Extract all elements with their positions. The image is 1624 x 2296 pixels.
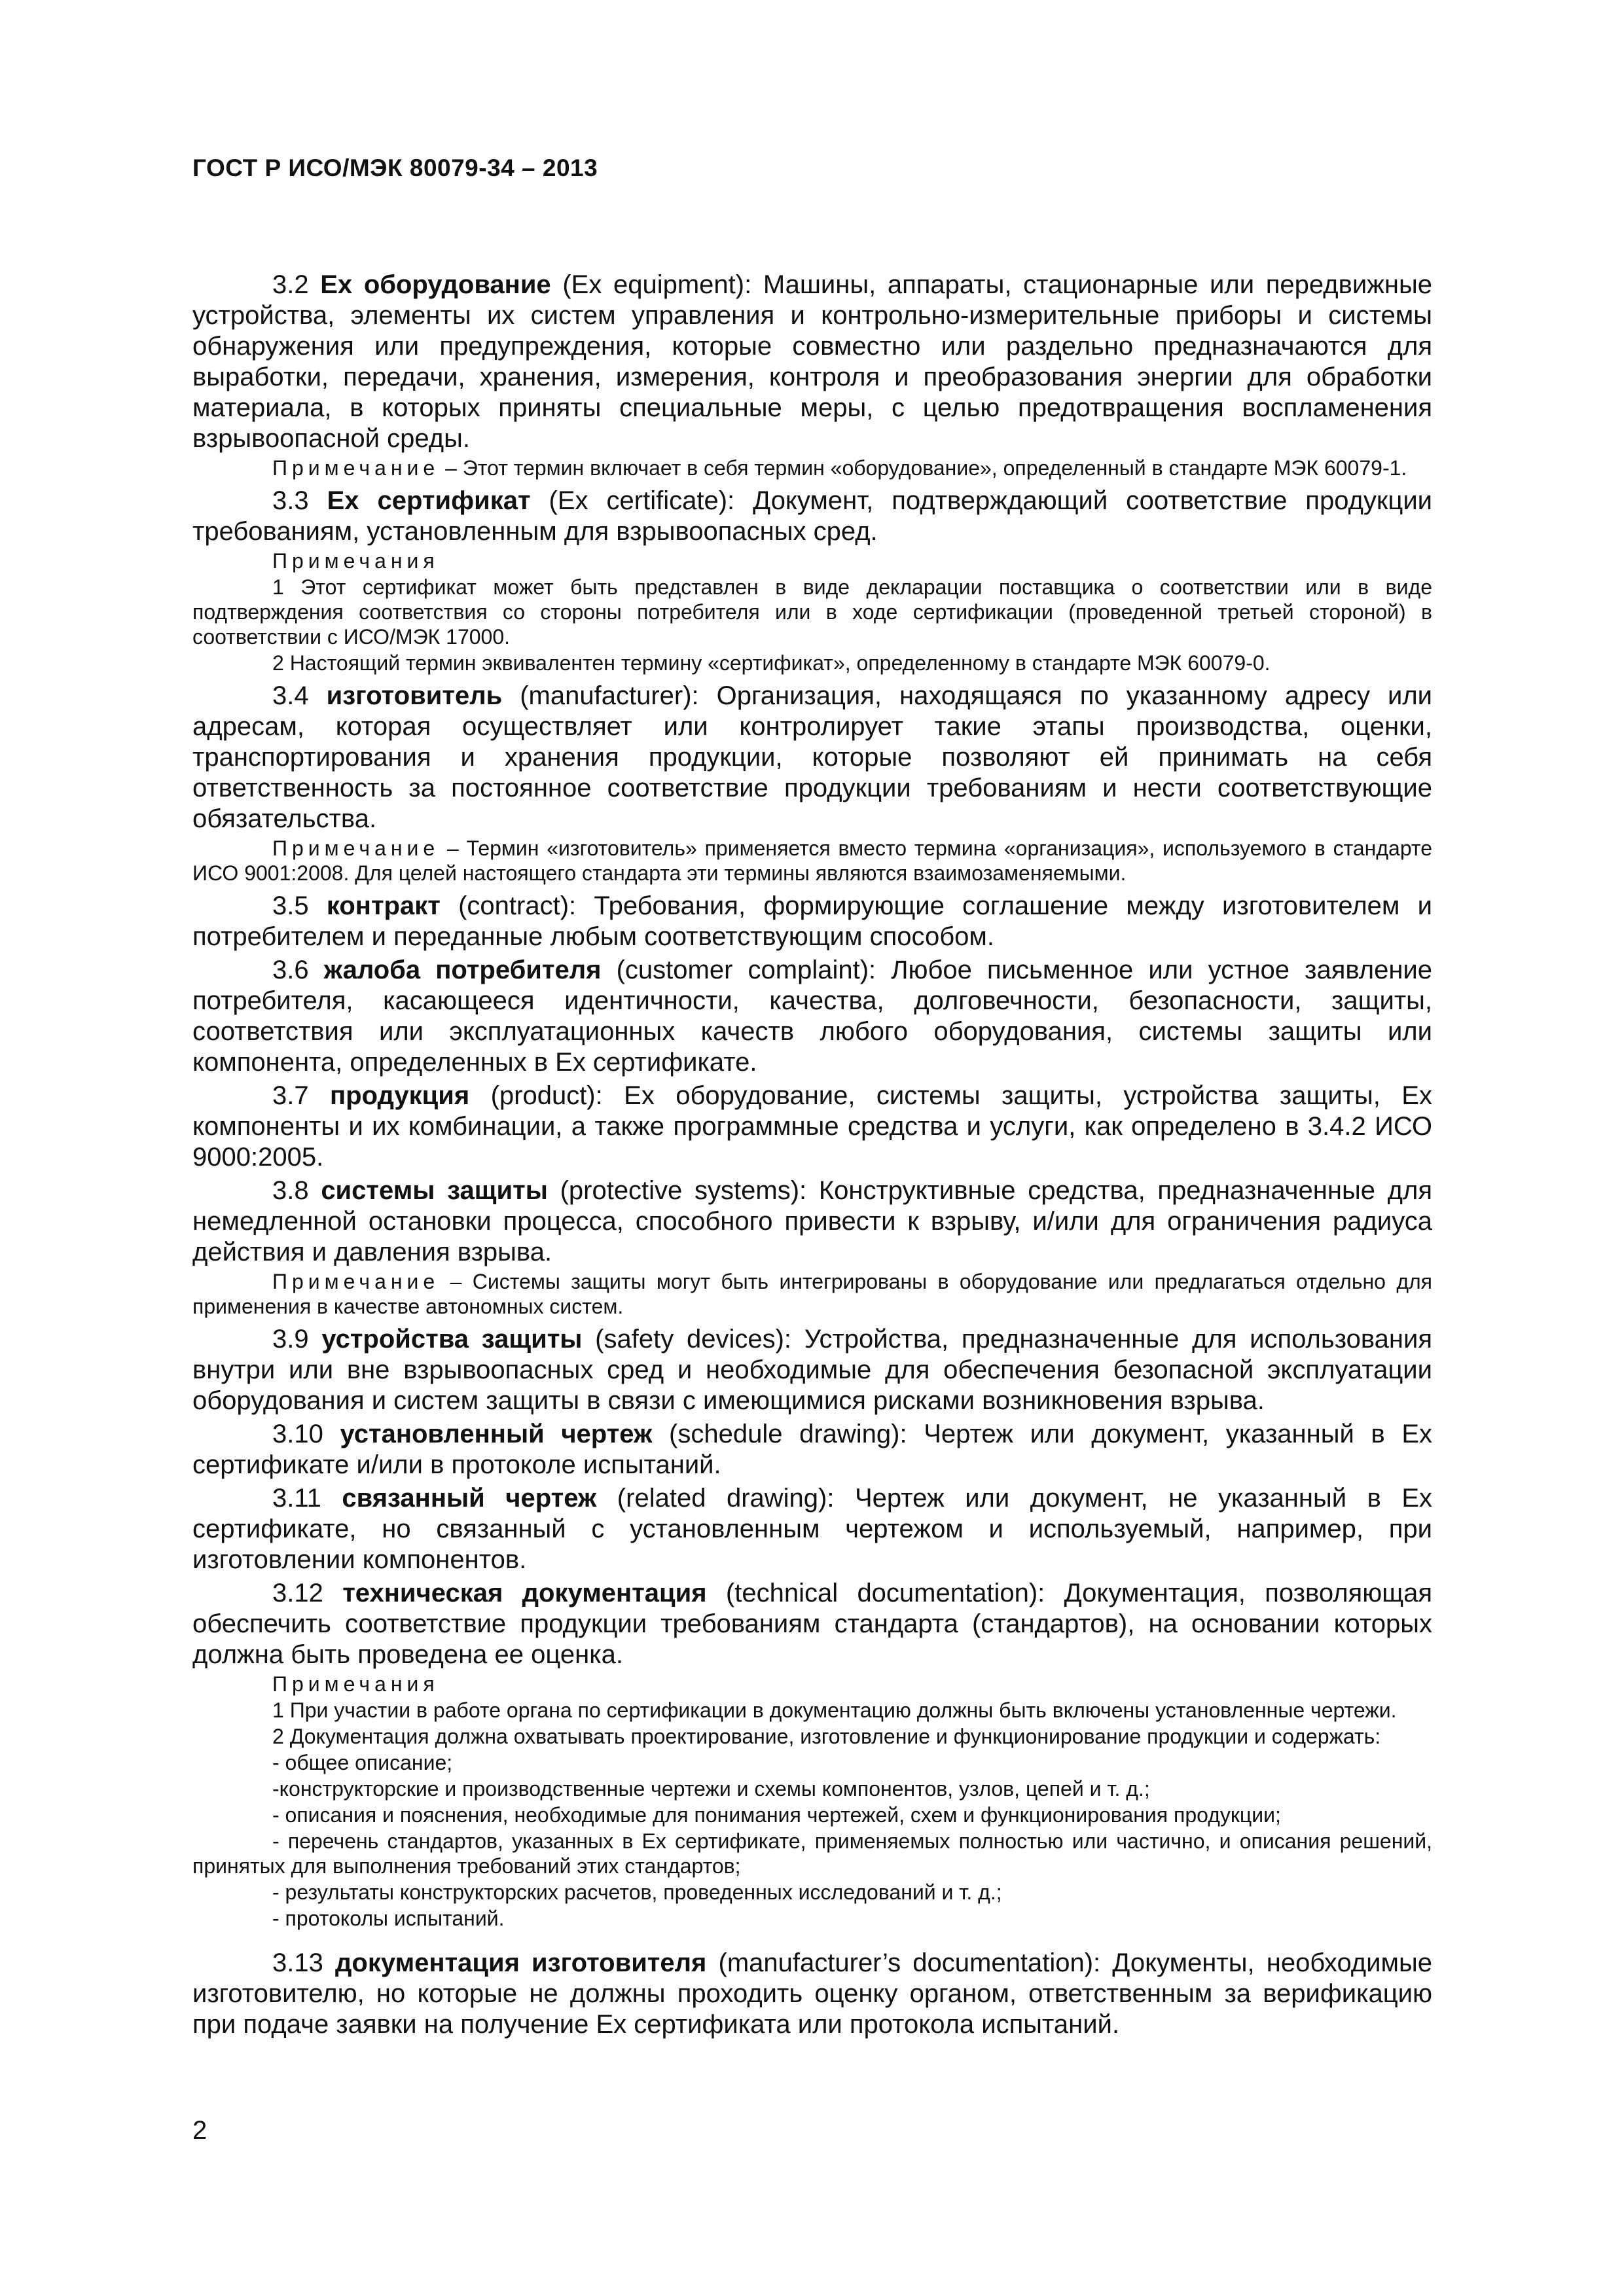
term: Ex оборудование bbox=[320, 270, 551, 299]
term: техническая документация bbox=[342, 1579, 707, 1607]
term: жалоба потребителя bbox=[323, 956, 602, 984]
note-3-3-1: 1 Этот сертификат может быть представлен в виде декларации поставщика о соответствии или в виде подтверждения соответствия со стороны потребителя или в ходе сертификации (проведенной третьей стороной) в соответствии с ИСО/МЭК 17000. bbox=[192, 575, 1432, 649]
note-text: – Этот термин включает в себя термин «оборудование», определенный в стандарте МЭК 60079-1. bbox=[439, 456, 1407, 480]
definition-3-4 bbox=[192, 681, 1432, 834]
note-3-12-1: 1 При участии в работе органа по сертификации в документацию должны быть включены установленные чертежи. bbox=[272, 1698, 1397, 1722]
definition-text: (product): Ex оборудование, системы защиты, устройства защиты, Ex компоненты и их комбинации, а также программные средства и услуги, как определено в 3.4.2 ИСО 9000:2005. bbox=[192, 1081, 1432, 1172]
clause-number: 3.10 bbox=[272, 1420, 340, 1448]
list-item: - протоколы испытаний. bbox=[272, 1907, 505, 1930]
definition-3-13 bbox=[192, 1948, 1432, 2040]
note-3-4 bbox=[192, 836, 1432, 886]
term: системы защиты bbox=[321, 1176, 548, 1205]
definition-3-5 bbox=[192, 891, 1432, 952]
definition-3-3 bbox=[192, 486, 1432, 547]
definition-text: (customer complaint): Любое письменное или устное заявление потребителя, касающееся идентичности, качества, долговечности, безопасности, защиты, соответствия или эксплуатационных качеств любого оборудования, системы защиты или компонента, определенных в Ex сертификате. bbox=[192, 956, 1433, 1077]
page-number: 2 bbox=[192, 2116, 208, 2145]
note-3-3-2: 2 Настоящий термин эквивалентен термину «сертификат», определенному в стандарте МЭК 60079-0. bbox=[272, 651, 1271, 675]
list-item: - общее описание; bbox=[272, 1751, 453, 1774]
document-body bbox=[192, 270, 1432, 2040]
list-item: - перечень стандартов, указанных в Ex сертификате, применяемых полностью или частично, и описания решений, принятых для выполнения требований этих стандартов; bbox=[192, 1829, 1432, 1878]
term: установленный чертеж bbox=[340, 1420, 653, 1448]
note-label: Примечание bbox=[272, 456, 440, 480]
definition-3-8 bbox=[192, 1175, 1432, 1268]
clause-number: 3.4 bbox=[272, 681, 327, 710]
note-3-12-2: 2 Документация должна охватывать проектирование, изготовление и функционирование продукции и содержать: bbox=[272, 1725, 1381, 1748]
definition-text: (Ex certificate): Документ, подтверждающий соответствие продукции требованиям, установленным для взрывоопасных сред. bbox=[192, 486, 1433, 546]
definition-3-2 bbox=[192, 270, 1432, 454]
note-text: – Термин «изготовитель» применяется вместо термина «организация», используемого в стандарте ИСО 9001:2008. Для целей настоящего стандарта эти термины являются взаимозаменяемыми. bbox=[192, 836, 1432, 885]
term: продукция bbox=[330, 1081, 470, 1110]
note-3-2 bbox=[192, 456, 1432, 480]
definition-3-6 bbox=[192, 955, 1432, 1078]
clause-number: 3.5 bbox=[272, 891, 327, 920]
clause-number: 3.11 bbox=[272, 1484, 342, 1513]
notes-label-3-3 bbox=[192, 548, 1432, 573]
notes-label-3-12 bbox=[192, 1672, 1432, 1696]
definition-text: (protective systems): Конструктивные средства, предназначенные для немедленной остановки процесса, способного привести к взрыву, и/или для ограничения радиуса действия и давления взрыва. bbox=[192, 1176, 1432, 1266]
definition-text: (related drawing): Чертеж или документ, не указанный в Ex сертификате, но связанный с установленным чертежом и используемый, например, при изготовлении компонентов. bbox=[192, 1484, 1433, 1574]
list-item: -конструкторские и производственные чертежи и схемы компонентов, узлов, цепей и т. д.; bbox=[272, 1777, 1150, 1801]
clause-number: 3.12 bbox=[272, 1579, 343, 1607]
term: Ex сертификат bbox=[327, 486, 531, 515]
definition-text: (safety devices): Устройства, предназначенные для использования внутри или вне взрывоопасных сред и необходимые для обеспечения безопасной эксплуатации оборудования и систем защиты в связи с имеющимися рисками возникновения взрыва. bbox=[192, 1325, 1433, 1415]
definition-3-11 bbox=[192, 1483, 1432, 1575]
clause-number: 3.3 bbox=[272, 486, 327, 515]
clause-number: 3.9 bbox=[272, 1325, 322, 1354]
definition-text: (technical documentation): Документация, позволяющая обеспечить соответствие продукции требованиям стандарта (стандартов), на основании которых должна быть проведена ее оценка. bbox=[192, 1579, 1433, 1669]
term: контракт bbox=[326, 891, 441, 920]
list-item: - результаты конструкторских расчетов, проведенных исследований и т. д.; bbox=[272, 1880, 1002, 1904]
note-label: Примечание bbox=[272, 1270, 440, 1293]
document-header: ГОСТ Р ИСО/МЭК 80079-34 – 2013 bbox=[192, 154, 598, 181]
term: устройства защиты bbox=[321, 1325, 583, 1354]
definition-text: (manufacturer): Организация, находящаяся по указанному адресу или адресам, которая осуществляет или контролирует такие этапы производства, оценки, транспортирования и хранения продукции, которые позволяют ей принимать на себя ответственность за постоянное соответствие продукции требованиям и нести соответствующие обязательства. bbox=[192, 681, 1433, 833]
definition-3-12 bbox=[192, 1578, 1432, 1670]
note-text: – Системы защиты могут быть интегрированы в оборудование или предлагаться отдельно для применения в качестве автономных систем. bbox=[192, 1270, 1432, 1318]
note-label: Примечания bbox=[272, 1672, 439, 1696]
definition-3-10 bbox=[192, 1419, 1432, 1480]
clause-number: 3.13 bbox=[272, 1948, 335, 1977]
note-label: Примечание bbox=[272, 836, 440, 860]
definition-3-9 bbox=[192, 1324, 1432, 1416]
clause-number: 3.7 bbox=[272, 1081, 330, 1110]
term: изготовитель bbox=[326, 681, 503, 710]
definition-3-7 bbox=[192, 1081, 1432, 1173]
term: связанный чертеж bbox=[342, 1484, 597, 1513]
note-label: Примечания bbox=[272, 549, 439, 573]
note-3-8 bbox=[192, 1269, 1432, 1319]
term: документация изготовителя bbox=[335, 1948, 707, 1977]
clause-number: 3.2 bbox=[272, 270, 321, 299]
definition-text: (manufacturer’s documentation): Документы, необходимые изготовителю, но которые не должны проходить оценку органом, ответственным за верификацию при подаче заявки на получение Ex сертификата или протокола испытаний. bbox=[192, 1948, 1432, 2039]
definition-text: (schedule drawing): Чертеж или документ, указанный в Ex сертификате и/или в протоколе испытаний. bbox=[192, 1420, 1433, 1479]
definition-text: (contract): Требования, формирующие соглашение между изготовителем и потребителем и переданные любым соответствующим способом. bbox=[192, 891, 1433, 951]
list-item: - описания и пояснения, необходимые для понимания чертежей, схем и функционирования продукции; bbox=[272, 1803, 1281, 1827]
definition-text: (Ex equipment): Машины, аппараты, стационарные или передвижные устройства, элементы их систем управления и контрольно-измерительные приборы и системы обнаружения или предупреждения, которые совместно или раздельно предназначаются для выработки, передачи, хранения, измерения, контроля и преобразования энергии для обработки материала, в которых приняты специальные меры, с целью предотвращения воспламенения взрывоопасной среды. bbox=[192, 270, 1433, 453]
clause-number: 3.6 bbox=[272, 956, 324, 984]
clause-number: 3.8 bbox=[272, 1176, 321, 1205]
